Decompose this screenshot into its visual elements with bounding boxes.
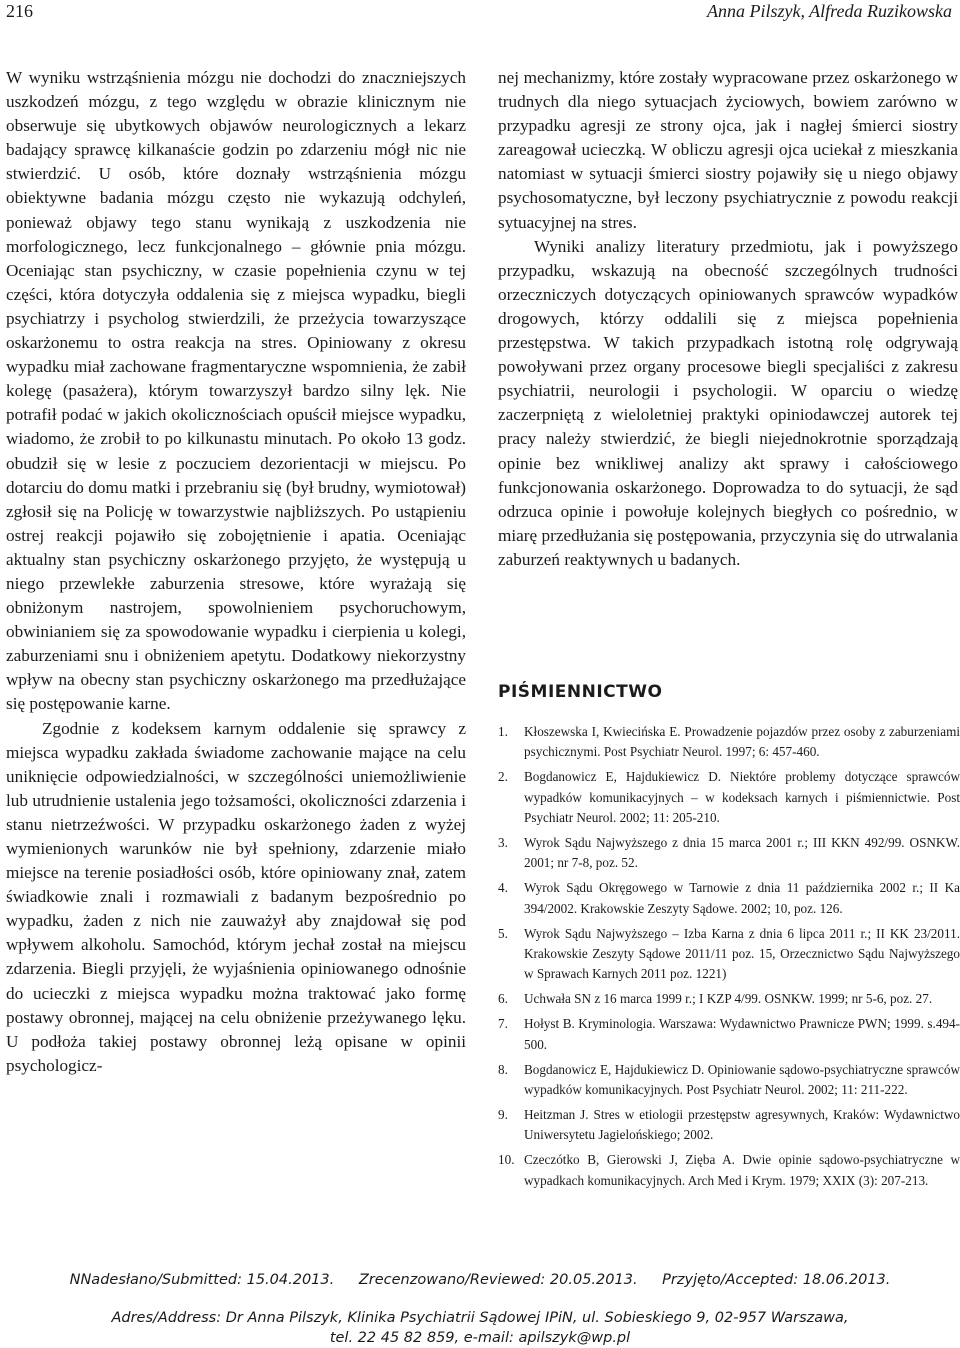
reference-text: Czeczótko B, Gierowski J, Zięba A. Dwie opinie sądowo-psychiatryczne w wypadkach komunikacyjnych. Arch Med i Krym. 1979; XXIX (3): 207-213.	[524, 1152, 960, 1188]
page-number: 216	[6, 1, 33, 21]
body-paragraph: Zgodnie z kodeksem karnym oddalenie się sprawcy z miejsca wypadku zakłada świadome zachowanie mające na celu uniknięcie odpowiedzialności, w szczególności uniemożliwienie lub utrudnienie ustalenia jego tożsamości, okoliczności zdarzenia i stanu nietrzeźwości. W przypadku oskarżonego żaden z wyżej wymienionych warunków nie był spełniony, zdarzenie miało miejsce na terenie posiadłości osób, które opiniowany znał, zatem świadkowie znali i rozmawiali z badanym bezpośrednio po wypadku, żaden z nich nie zauważył aby znajdował się pod wpływem alkoholu. Samochód, którym jechał został na miejscu zdarzenia. Biegli przyjęli, że wyjaśnienia opiniowanego odnośnie do ucieczki z miejsca wypadku można traktować jako formę postawy obronnej, mającej na celu obniżenie przeżywanego lęku. U podłoża takiej postawy obronnej leżą opisane w opinii psychologicz-	[6, 718, 466, 1075]
address-line: Adres/Address: Dr Anna Pilszyk, Klinika Psychiatrii Sądowej IPiN, ul. Sobieskiego 9, 02-957 Warszawa,	[111, 1310, 849, 1326]
reference-number: 7.	[498, 1016, 508, 1032]
submitted-date: NNadesłano/Submitted: 15.04.2013.	[69, 1272, 335, 1288]
reference-number: 2.	[498, 769, 508, 785]
accepted-date: Przyjęto/Accepted: 18.06.2013.	[662, 1272, 891, 1288]
reference-number: 6.	[498, 991, 508, 1007]
submission-dates	[0, 1272, 960, 1288]
reference-item	[498, 878, 960, 919]
body-paragraph: Wyniki analizy literatury przedmiotu, jak i powyższego przypadku, wskazują na obecność szczególnych trudności orzeczniczych dotyczących opiniowanych sprawców wypadków drogowych, którzy oddalili się z miejsca popełnienia przestępstwa. W takich przypadkach istotną rolę odgrywają powoływani przez organy procesowe biegli specjaliści z zakresu psychiatrii, neurologii i psychologii. W oparciu o wiedzę zaczerpniętą z wieloletniej praktyki opiniodawczej autorek tej pracy należy stwierdzić, że biegli niejednokrotnie sporządzają opinie bez wnikliwej analizy akt sprawy i całościowego funkcjonowania oskarżonego. Doprowadza to do sytuacji, że sąd odrzuca opinie i powołuje kolejnych biegłych co pośrednio, w miarę przedłużania się postępowania, przyczynia się do utrwalania zaburzeń reaktywnych u badanych.	[498, 236, 958, 569]
references-heading: PIŚMIENNICTWO	[498, 682, 663, 702]
running-authors: Anna Pilszyk, Alfreda Ruzikowska	[707, 1, 952, 21]
reference-text: Wyrok Sądu Okręgowego w Tarnowie z dnia 11 października 2002 r.; II Ka 394/2002. Krakowskie Zeszyty Sądowe. 2002; 10, poz. 126.	[524, 880, 960, 916]
reference-item	[498, 989, 960, 1009]
reference-number: 4.	[498, 880, 508, 896]
reference-number: 1.	[498, 724, 508, 739]
contact-line: tel. 22 45 82 859, e-mail: apilszyk@wp.pl	[329, 1330, 631, 1346]
references-list	[498, 722, 960, 1196]
reference-text: Hołyst B. Kryminologia. Warszawa: Wydawnictwo Prawnicze PWN; 1999. s.494-500.	[524, 1016, 960, 1052]
reference-text: Uchwała SN z 16 marca 1999 r.; I KZP 4/99. OSNKW. 1999; nr 5-6, poz. 27.	[524, 991, 933, 1007]
left-column	[6, 66, 466, 1078]
reference-item	[498, 1105, 960, 1146]
reference-item	[498, 1060, 960, 1101]
reference-text: Heitzman J. Stres w etiologii przestępstw agresywnych, Kraków: Wydawnictwo Uniwersytetu Jagielońskiego; 2002.	[524, 1106, 960, 1143]
reference-text: Bogdanowicz E, Hajdukiewicz D. Niektóre problemy dotyczące sprawców wypadków komunikacyjnych – w kodeksach karnych i piśmiennictwie. Post Psychiatr Neurol. 2002; 11: 205-210.	[524, 769, 960, 826]
body-paragraph: nej mechanizmy, które zostały wypracowane przez oskarżonego w trudnych dla niego sytuacjach życiowych, bowiem zarówno w przypadku agresji ze strony ojca, jak i nagłej śmierci siostry zareagował ucieczką. W obliczu agresji ojca uciekał z mieszkania natomiast w sytuacji śmierci siostry pojawiły się u niego objawy psychosomatyczne, był leczony psychiatrycznie z powodu reakcji sytuacyjnej na stres.	[498, 68, 958, 232]
correspondence-address	[0, 1308, 960, 1348]
reference-number: 9.	[498, 1106, 508, 1122]
reviewed-date: Zrecenzowano/Reviewed: 20.05.2013.	[358, 1272, 638, 1288]
running-header	[0, 0, 960, 22]
reference-item	[498, 767, 960, 828]
reference-number: 10.	[498, 1152, 515, 1168]
reference-item	[498, 833, 960, 874]
reference-text: Wyrok Sądu Najwyższego – Izba Karna z dnia 6 lipca 2011 r.; II KK 23/2011. Krakowskie Zeszyty Sądowe 2011/11 poz. 15, Orzecznictwo Sądu Najwyższego w Sprawach Karnych 2011 poz. 1221)	[524, 925, 960, 982]
reference-item	[498, 722, 960, 763]
right-column	[498, 66, 958, 572]
reference-text: Kłoszewska I, Kwiecińska E. Prowadzenie pojazdów przez osoby z zaburzeniami psychicznymi. Post Psychiatr Neurol. 1997; 6: 457-460.	[524, 724, 960, 760]
reference-item	[498, 924, 960, 985]
reference-text: Bogdanowicz E, Hajdukiewicz D. Opiniowanie sądowo-psychiatryczne sprawców wypadków komunikacyjnych. Post Psychiatr Neurol. 2002; 11: 211-222.	[524, 1061, 960, 1097]
reference-item	[498, 1150, 960, 1191]
reference-item	[498, 1014, 960, 1055]
reference-text: Wyrok Sądu Najwyższego z dnia 15 marca 2001 r.; III KKN 492/99. OSNKW. 2001; nr 7-8, poz. 52.	[524, 835, 960, 871]
body-paragraph: W wyniku wstrząśnienia mózgu nie dochodzi do znaczniejszych uszkodzeń mózgu, z tego względu w obrazie klinicznym nie obserwuje się ubytkowych objawów neurologicznych a lekarz badający sprawcę kilkanaście godzin po zdarzeniu mógł nic nie stwierdzić. U osób, które doznały wstrząśnienia mózgu obiektywne badania mózgu często nie wykazują odchyleń, ponieważ objawy tego stanu wynikają z uszkodzenia nie morfologicznego, lecz funkcjonalnego – głównie pnia mózgu. Oceniając stan psychiczny, w czasie popełnienia czynu w tej części, która dotyczyła oddalenia się z miejsca wypadku, biegli psychiatrzy i psycholog stwierdzili, że przeżycia towarzyszące oskarżonemu to ostra reakcja na stres. Opiniowany z okresu wypadku miał zachowane fragmentaryczne wspomnienia, że zabił kolegę (pasażera), którym towarzyszył bardzo silny lęk. Nie potrafił podać w jakich okolicznościach opuścił miejsce wypadku, wiadomo, że zrobił to po kilkunastu minutach. Po około 13 godz. obudził się w lesie z poczuciem dezorientacji w miejscu. Po dotarciu do domu matki i przebraniu się (był brudny, wymiotował) zgłosił się na Policję w towarzystwie najbliższych. Po ustąpieniu ostrej reakcji pojawiło się zobojętnienie i apatia. Oceniając aktualny stan psychiczny oskarżonego przyjęto, że występują u niego przewlekłe zaburzenia stresowe, które wyrażają się obniżonym nastrojem, spowolnieniem psychoruchowym, obwinianiem się za spowodowanie wypadku i cierpienia u kolegi, zaburzeniami snu i obniżeniem apetytu. Dodatkowy niekorzystny wpływ na obecny stan psychiczny oskarżonego ma przedłużające się postępowanie karne.	[6, 68, 466, 714]
reference-number: 3.	[498, 835, 508, 851]
reference-number: 8.	[498, 1061, 508, 1077]
reference-number: 5.	[498, 925, 508, 941]
